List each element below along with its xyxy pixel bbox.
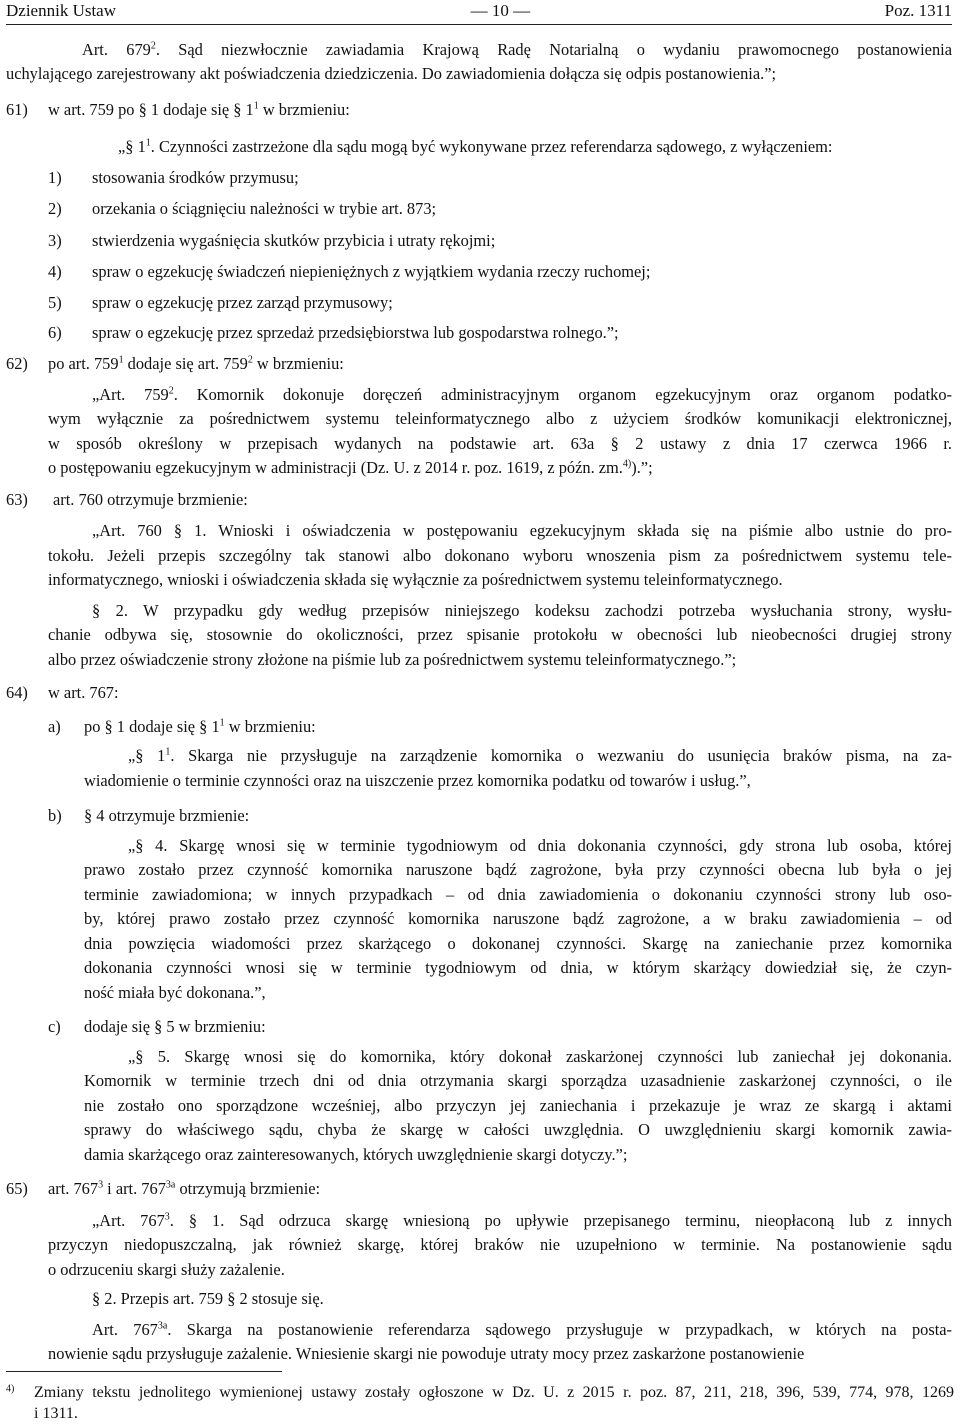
point-61-item-num: 3) (48, 231, 62, 250)
point-63-quote-line: chanie odbywa się, stosownie do okoliczności, przez spisanie protokołu w obecności lub nieobecności drugiej strony (48, 625, 952, 644)
art679-line1: Art. $679^2$. Sąd niezwłocznie zawiadamia Krajową Radę Notarialną o wydaniu prawomocnego postanowienia (82, 40, 952, 59)
point-61-item-text: spraw o egzekucję przez sprzedaż przedsiębiorstwa lub gospodarstwa rolnego.”; (92, 323, 619, 342)
point-63-text: art. 760 otrzymuje brzmienie: (53, 490, 248, 509)
point-64c-quote-line: nie zostało ono sporządzone wcześniej, albo przyczyn jej zaniechania i przekazuje je wraz ze skargą i aktami (84, 1096, 952, 1115)
point-63-number: 63) (6, 490, 28, 509)
point-64c-label: c) (48, 1017, 61, 1036)
point-64c-text: dodaje się § 5 w brzmieniu: (84, 1017, 266, 1036)
point-61-item-num: 1) (48, 168, 62, 187)
point-65-quote-line: Art. $767^{3a}$. Skarga na postanowienie referendarza sądowego przysługuje w przypadkach, w których na posta- (92, 1320, 952, 1339)
point-61-item-num: 6) (48, 323, 62, 342)
point-65-quote-line: „Art. $767^3$. § 1. Sąd odrzuca skargę wniesioną po upływie przepisanego terminu, nieopłaconą lub z innych (92, 1211, 953, 1230)
point-62-number: 62) (6, 354, 28, 373)
point-62-quote-line: „Art. $759^2$. Komornik dokonuje doręczeń administracyjnym organom egzekucyjnym oraz organom podatko- (92, 385, 952, 404)
point-61-quote: „§ $1^1$. Czynności zastrzeżone dla sądu mogą być wykonywane przez referendarza sądowego, z wyłączeniem: (118, 137, 833, 156)
point-64c-quote-line: „§ 5. Skargę wnosi się do komornika, który dokonał zaskarżonej czynności lub zaniechał jej dokonania. (128, 1047, 952, 1066)
point-61-item-text: spraw o egzekucję przez zarząd przymusowy; (92, 293, 393, 312)
point-62-quote-line: o postępowaniu egzekucyjnym w administracji (Dz. U. z 2014 r. poz. 1619, z późn. zm.$^{4)}$).”; (48, 458, 653, 477)
point-62-quote-line: wym wyłącznie za pośrednictwem systemu teleinformatycznego albo z użyciem środków komunikacji elektronicznej, (48, 409, 952, 428)
footnote-mark: 4) (6, 1383, 15, 1395)
point-61-item-text: orzekania o ściągnięciu należności w trybie art. 873; (92, 199, 437, 218)
point-64a-label: a) (48, 717, 61, 736)
point-65-number: 65) (6, 1179, 28, 1198)
point-64b-quote-line: „§ 4. Skargę wnosi się w terminie tygodniowym od dnia dokonania czynności, gdy strona lub osoba, której (128, 836, 952, 855)
point-62-quote-line: w sposób określony w przepisach wydanych na podstawie art. 63a § 2 ustawy z dnia 17 czerwca 1966 r. (48, 434, 952, 453)
page-header (6, 0, 952, 25)
art679-line2: uchylającego zarejestrowany akt poświadczenia dziedziczenia. Do zawiadomienia dołącza się odpis postanowienia.”; (6, 64, 777, 83)
point-63-quote-line: albo przez oświadczenie strony złożone na piśmie lub za pośrednictwem systemu teleinformatycznego.”; (48, 650, 737, 669)
point-64b-quote-line: ność miała być dokonana.”, (84, 983, 266, 1002)
point-61-number: 61) (6, 100, 28, 119)
point-61-item-text: stwierdzenia wygaśnięcia skutków przybicia i utraty rękojmi; (92, 231, 496, 250)
point-62-text: po art. $759^1$ dodaje się art. $759^2$ w brzmieniu: (48, 354, 344, 373)
point-64-number: 64) (6, 683, 28, 702)
point-64b-label: b) (48, 806, 62, 825)
point-65-text: art. $767^3$ i art. $767^{3a}$ otrzymują brzmienie: (48, 1179, 321, 1198)
point-64c-quote-line: Komornik w terminie trzech dni od dnia otrzymania skargi sporządza uzasadnienie zaskarżonej czynności, o ile (84, 1071, 952, 1090)
point-61-item-num: 4) (48, 262, 62, 281)
point-64a-quote-line: wiadomienie o terminie czynności oraz na uiszczenie przez komornika podatku od towarów i usług.”, (84, 771, 751, 790)
point-63-quote-line: informatycznego, wnioski i oświadczenia składa się wyłącznie za pośrednictwem systemu teleinformatycznego. (48, 570, 783, 589)
point-64c-quote-line: sprawy do właściwego sądu, chyba że skargę w całości uwzględnia. O uwzględnieniu skargi komornik zawia- (84, 1120, 952, 1139)
point-64b-text: § 4 otrzymuje brzmienie: (84, 806, 250, 825)
point-61-item-num: 5) (48, 293, 62, 312)
point-61-text: w art. 759 po § 1 dodaje się § $1^1$ w brzmieniu: (48, 100, 350, 119)
point-61-item-text: stosowania środków przymusu; (92, 168, 299, 187)
point-64-text: w art. 767: (48, 683, 119, 702)
point-64b-quote-line: dokonania czynności wnosi się w terminie tygodniowym od dnia, w którym skarżący dowiedział się, że czyn- (84, 958, 952, 977)
point-64a-quote-line: „§ $1^1$. Skarga nie przysługuje na zarządzenie komornika o wezwaniu do usunięcia braków pisma, na za- (128, 746, 952, 765)
point-64b-quote-line: prawo zostało przez czynność komornika naruszone bądź zagrożone, była przy czynności obecna lub była o jej (84, 860, 952, 879)
footnote-rule (6, 1371, 282, 1372)
point-64b-quote-line: dnia powzięcia wiadomości przez skarżącego o dokonanej czynności. Skargę na zaniechanie przez komornika (84, 934, 952, 953)
point-64b-quote-line: terminie zawiadomiona; w innych przypadkach – od dnia zawiadomienia o dokonaniu czynności strony lub oso- (84, 885, 952, 904)
footnote-text: i 1311. (34, 1405, 78, 1422)
point-63-quote-line: tokołu. Jeżeli przepis szczególny tak stanowi albo dokonano wyboru wnoszenia pism za pośrednictwem systemu tele- (48, 546, 952, 565)
footnote-text: Zmiany tekstu jednolitego wymienionej ustawy zostały ogłoszone w Dz. U. z 2015 r. poz. 87, 211, 218, 396, 539, 774, 978, 1269 (34, 1384, 954, 1401)
point-63-quote-line: „Art. 760 § 1. Wnioski i oświadczenia w postępowaniu egzekucyjnym składa się na piśmie albo ustnie do pro- (92, 521, 952, 540)
point-65-quote-line: § 2. Przepis art. 759 § 2 stosuje się. (92, 1289, 324, 1308)
point-65-quote-line: nowienie sądu przysługuje zażalenie. Wniesienie skargi nie powoduje utraty mocy przez zaskarżone postanowienie (48, 1344, 805, 1363)
point-65-quote-line: o odrzuceniu skargi służy zażalenie. (48, 1260, 285, 1279)
point-61-item-num: 2) (48, 199, 62, 218)
point-65-quote-line: przyczyn niedopuszczalną, jak również skargę, której braków nie uzupełniono w terminie. Na postanowienie sądu (48, 1235, 952, 1254)
journal-title: Dziennik Ustaw (6, 1, 117, 20)
point-64a-text: po § 1 dodaje się § $1^1$ w brzmieniu: (84, 717, 316, 736)
point-64c-quote-line: damia skarżącego oraz zainteresowanych, których uwzględnienie skargi dotyczy.”; (84, 1145, 628, 1164)
point-63-quote-line: § 2. W przypadku gdy według przepisów niniejszego kodeksu zachodzi potrzeba wysłuchania strony, wysłu- (92, 601, 952, 620)
page-number: — 10 — (470, 1, 531, 20)
point-64b-quote-line: by, której prawo zostało przez czynność komornika naruszone bądź zagrożone, a w braku zawiadomienia – od (84, 909, 952, 928)
position-number: Poz. 1311 (884, 1, 952, 20)
point-61-item-text: spraw o egzekucję świadczeń niepieniężnych z wyjątkiem wydania rzeczy ruchomej; (92, 262, 651, 281)
